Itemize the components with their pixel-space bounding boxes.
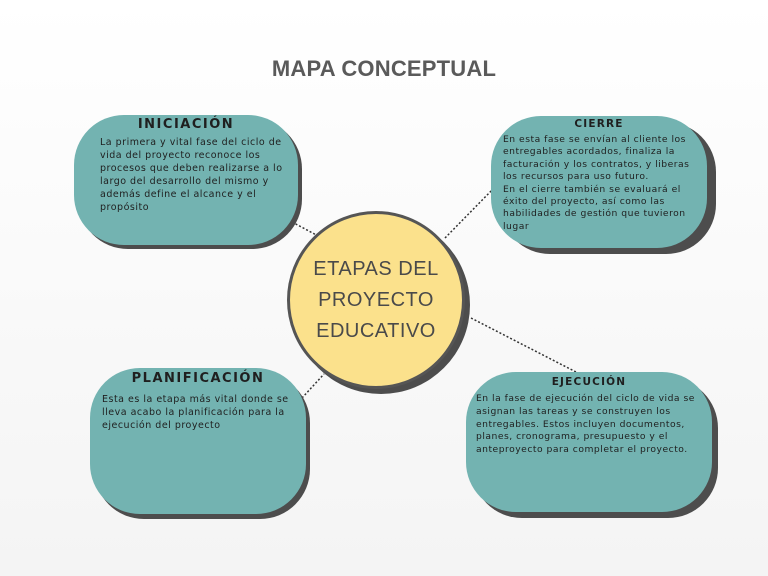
node-heading: PLANIFICACIÓN — [131, 371, 265, 386]
page-title: MAPA CONCEPTUAL — [271, 56, 497, 81]
node-text: La primera y vital fase del ciclo de vida del proyecto reconoce los procesos que deben realizarse a lo largo del desarrollo del mismo y además define el alcance y el propósito — [100, 137, 283, 213]
node-ejecucion — [466, 372, 720, 520]
connector-ejecucion — [471, 318, 576, 372]
node-text: En la fase de ejecución del ciclo de vida se asignan las tareas y se construyen los entregables. Estos incluyen documentos, planes, cronograma, presupuesto y el anteproyecto para completar el proyecto. — [476, 393, 695, 456]
center-label: ETAPAS DEL PROYECTO EDUCATIVO — [313, 257, 439, 342]
node-cierre — [491, 116, 721, 256]
connector-cierre — [445, 188, 494, 238]
node-heading: EJECUCIÓN — [551, 376, 627, 388]
center-node — [287, 211, 465, 389]
node-heading: CIERRE — [574, 118, 624, 130]
node-text: En esta fase se envían al cliente los entregables acordados, finaliza la facturación y los contratos, y liberas los recursos para uso futuro. En el cierre también se evaluará el éxito del proyecto, así como las habilidades de gestión que tuvieron lugar — [503, 134, 690, 232]
node-text: Esta es la etapa más vital donde se lleva acabo la planificación para la ejecución del proyecto — [102, 394, 289, 431]
node-iniciacion — [74, 115, 304, 251]
node-heading: INICIACIÓN — [137, 117, 235, 132]
node-planificacion — [90, 368, 314, 520]
